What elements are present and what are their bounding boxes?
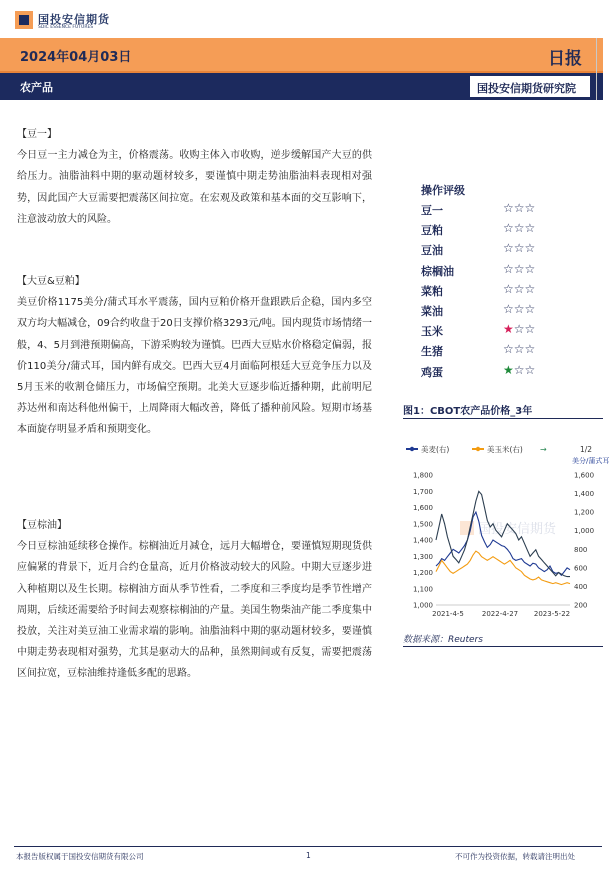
y-right-tick-label: 1,600 [574,471,595,480]
legend-marker [476,447,480,451]
rating-name: 生猪 [421,345,443,359]
rating-row [421,263,551,283]
x-tick-label: 2022-4-27 [481,610,519,618]
x-tick-label: 2021-4-5 [432,610,464,618]
series-line [436,551,570,585]
rating-name: 鸡蛋 [421,365,443,379]
star-empty-icon: ☆ [513,201,525,215]
rating-row [421,303,551,323]
rating-stars [503,221,535,235]
legend-arrow: → [540,445,547,454]
star-empty-icon: ☆ [524,201,536,215]
star-empty-icon: ☆ [524,221,536,236]
watermark-text: 国投安信期货 [478,522,557,537]
rating-stars [503,302,535,316]
rating-row [421,202,551,222]
star-empty-icon: ☆ [513,342,525,357]
x-tick-label: 2023-5-22 [533,610,571,618]
star-empty-icon: ☆ [513,322,525,337]
star-empty-icon: ☆ [503,302,514,316]
rating-row [421,364,551,384]
section-body: 今日豆一主力减仓为主，价格震荡。收购主体入市收购，逆步缓解国产大豆的供给压力。油脂油料中期的驱动题材较多，要谨慎中期走势油脂油料表现相对强势，因此国产大豆需要把震荡区间拉宽。在宏观及政策和基本面的交互影响下，注意波动放大的风险。 [17,150,372,225]
footer-page-number: 1 [306,851,311,860]
logo-english-name: SDIC ESSENCE FUTURES [38,25,94,30]
y-left-tick-label: 1,200 [412,569,433,577]
star-empty-icon: ☆ [503,221,514,236]
logo-chinese-name: 国投安信期货 [38,13,110,26]
figure-title: 图1：CBOT农产品价格_3年 [403,406,533,417]
rating-row [421,222,551,242]
rating-stars [503,322,535,336]
report-type: 日报 [548,49,582,69]
header-vertical-rule [596,38,597,100]
ratings-title: 操作评级 [421,184,465,197]
y-right-tick-label: 1,200 [574,508,595,517]
section-soybean-one [17,124,372,230]
rating-row [421,343,551,363]
y-right-tick-label: 800 [574,545,588,554]
rating-name: 豆粕 [421,224,443,238]
y-right-tick-label: 600 [574,564,588,573]
section-heading: 【大豆&豆粕】 [17,276,85,287]
logo-mark-icon [14,10,34,30]
star-empty-icon: ☆ [503,241,514,256]
rating-name: 玉米 [421,325,443,339]
institute-name: 国投安信期货研究院 [477,82,576,95]
y-left-tick-label: 1,800 [412,471,433,480]
rating-name: 菜粕 [421,284,443,298]
rating-row [421,242,551,262]
right-axis-unit: 美分/蒲式耳 [572,457,610,465]
rating-stars [503,201,535,215]
star-empty-icon: ☆ [513,362,525,377]
section-heading: 【豆一】 [17,129,57,140]
figure-source-rule [403,646,603,647]
legend-marker [410,447,414,451]
y-right-tick-label: 400 [574,582,588,591]
star-empty-icon: ☆ [524,302,536,316]
star-empty-icon: ☆ [524,362,536,377]
footer-rule [14,846,602,847]
cbot-price-chart [400,435,610,625]
y-left-tick-label: 1,000 [412,601,433,610]
star-empty-icon: ☆ [513,281,525,296]
star-filled-icon: ★ [503,322,514,337]
star-empty-icon: ☆ [503,281,514,296]
star-empty-icon: ☆ [524,322,536,337]
y-right-tick-label: 200 [574,601,588,610]
section-body: 今日豆棕油延续移仓操作。棕榈油近月减仓，远月大幅增仓，要谨慎短期现货供应偏紧的背景下，近月合约仓量高，近月价格波动较大的风险。中期大豆逐步进入种植期以及生长期。棕榈油方面从季节性看，二季度和三季度均是季节性增产周期，后续还需要给予时间去观察棕榈油的产量。美国生物柴油产能二季度集中投放，关注对美豆油工业需求端的影响。油脂油料中期的驱动题材较多，要谨慎中期走势表现相对强势，尤其是驱动大的品种，虽然期间或有反复，需要把震荡区间拉宽，豆棕油维持逢低多配的思路。 [17,541,372,680]
rating-stars [503,262,535,276]
y-left-tick-label: 1,500 [412,520,433,529]
star-empty-icon: ☆ [513,302,525,316]
star-empty-icon: ☆ [503,201,514,215]
star-empty-icon: ☆ [503,261,514,276]
rating-row [421,323,551,343]
star-empty-icon: ☆ [513,221,525,236]
star-empty-icon: ☆ [513,241,525,256]
star-empty-icon: ☆ [503,342,514,357]
legend-label: 美玉米(右) [487,445,523,454]
star-filled-icon: ★ [503,362,514,377]
y-left-tick-label: 1,100 [412,585,433,594]
company-logo [14,8,124,34]
y-left-tick-label: 1,600 [412,504,433,512]
footer-disclaimer: 不可作为投资依据，转载请注明出处 [455,852,575,861]
legend-label: 美麦(右) [421,445,450,454]
figure-source: 数据来源：Reuters [403,635,483,645]
report-date: 2024年04月03日 [20,50,132,65]
figure-title-rule [403,418,603,419]
star-empty-icon: ☆ [524,261,536,276]
rating-name: 豆一 [421,204,443,217]
rating-row [421,283,551,303]
rating-name: 棕榈油 [421,264,454,278]
y-right-tick-label: 1,000 [574,527,595,536]
star-empty-icon: ☆ [524,342,536,357]
section-body: 美豆价格1175美分/蒲式耳水平震荡，国内豆粕价格开盘跟跌后企稳，国内多空双方均大幅减仓，09合约收盘于20日支撑价格3293元/吨。国内现货市场情绪一般，4、5月到港预期偏高，下游采购较为谨慎。巴西大豆贴水价格稳定偏弱，报价110美分/蒲式耳，国内鲜有成交。巴西大豆4月面临阿根廷大豆竞争压力以及5月玉米的收割仓储压力，市场偏空预期。北美大豆逐步临近播种期，此前明尼苏达州和南达科他州偏干，上周降雨大幅改善，降低了播种前风险。短期市场基本面旋存明显矛盾和预期变化。 [17,297,372,436]
star-empty-icon: ☆ [524,281,536,296]
section-soybean-meal [17,271,372,441]
y-left-tick-label: 1,700 [412,487,433,496]
footer-copyright: 本报告版权属于国投安信期货有限公司 [16,852,144,861]
section-tag: 农产品 [20,81,53,94]
rating-stars [503,241,535,255]
y-left-tick-label: 1,300 [412,552,433,561]
y-left-tick-label: 1,400 [412,536,433,545]
rating-name: 菜油 [421,305,443,318]
rating-stars [503,342,535,356]
section-heading: 【豆棕油】 [17,520,67,531]
star-empty-icon: ☆ [524,241,536,256]
rating-stars [503,363,535,377]
rating-name: 豆油 [421,244,443,258]
y-right-tick-label: 1,400 [574,490,595,499]
star-empty-icon: ☆ [513,261,525,276]
legend-page: 1/2 [580,445,593,454]
section-soy-palm-oil [17,515,372,685]
rating-stars [503,282,535,296]
